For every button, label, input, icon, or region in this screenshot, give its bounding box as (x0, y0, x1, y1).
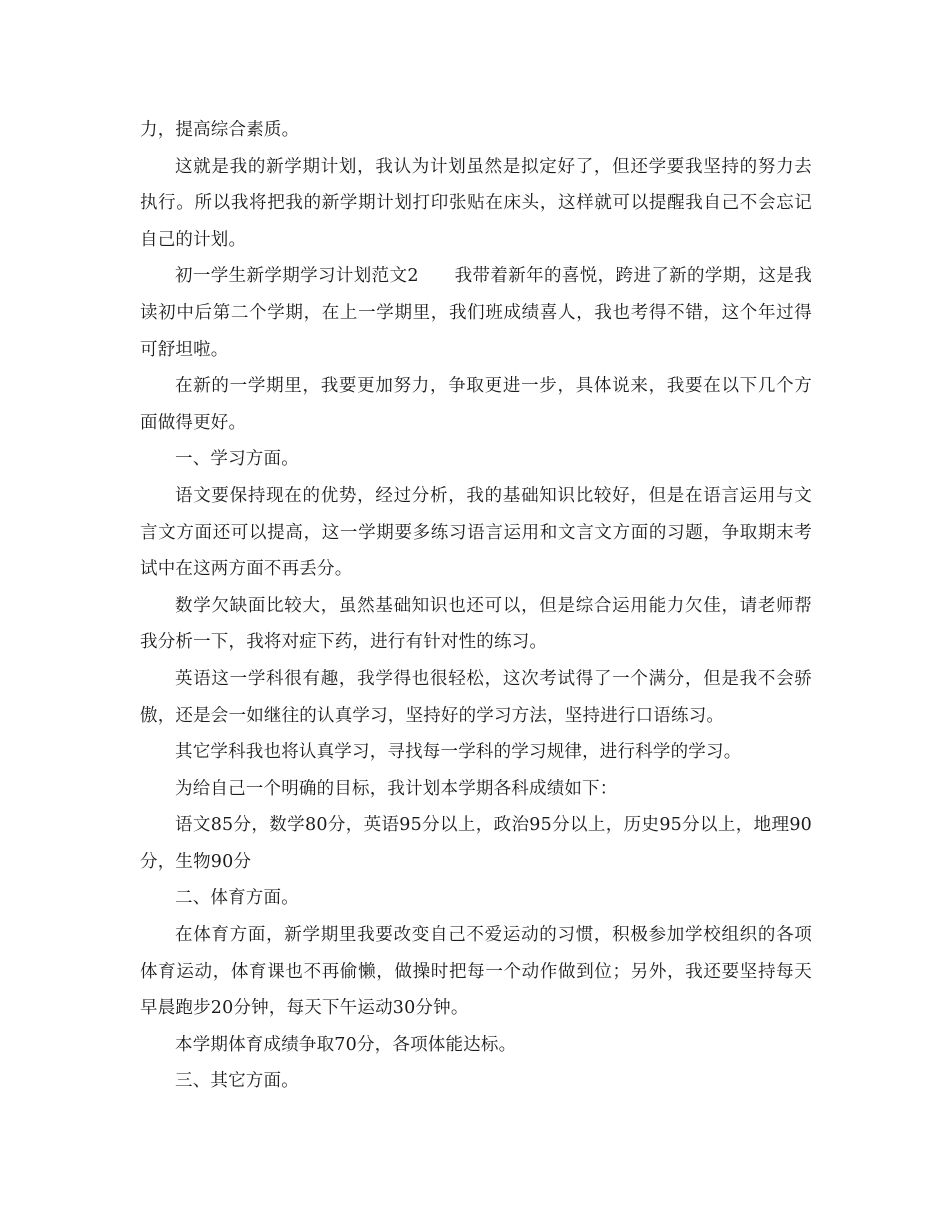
section-heading: 三、其它方面。 (175, 1071, 299, 1092)
paragraph-continued: 力，提高综合素质。 (140, 120, 300, 140)
section-heading: 二、体育方面。 (175, 888, 299, 909)
score-targets: 语文85分，数学80分，英语95分以上，政治95分以上，历史95分以上，地理90分，生物90分 (140, 815, 812, 872)
paragraph: 为给自己一个明确的目标，我计划本学期各科成绩如下： (175, 778, 618, 799)
paragraph: 在体育方面，新学期里我要改变自己不爱运动的习惯，积极参加学校组织的各项体育运动，体育课也不再偷懒，做操时把每一个动作做到位；另外，我还要坚持每天早晨跑步20分钟，每天下午运动30分钟。 (140, 925, 812, 1019)
paragraph: 本学期体育成绩争取70分，各项体能达标。 (175, 1034, 517, 1055)
paragraph: 在新的一学期里，我要更加努力，争取更进一步，具体说来，我要在以下几个方面做得更好。 (140, 376, 812, 433)
document-body (140, 112, 812, 1100)
paragraph: 这就是我的新学期计划，我认为计划虽然是拟定好了，但还学要我坚持的努力去执行。所以我将把我的新学期计划打印张贴在床头，这样就可以提醒我自己不会忘记自己的计划。 (140, 156, 812, 250)
paragraph: 其它学科我也将认真学习，寻找每一学科的学习规律，进行科学的学习。 (175, 742, 742, 763)
paragraph: 初一学生新学期学习计划范文2 我带着新年的喜悦，跨进了新的学期，这是我读初中后第二个学期，在上一学期里，我们班成绩喜人，我也考得不错，这个年过得可舒坦啦。 (140, 266, 812, 360)
paragraph: 英语这一学科很有趣，我学得也很轻松，这次考试得了一个满分，但是我不会骄傲，还是会一如继往的认真学习，坚持好的学习方法，坚持进行口语练习。 (140, 668, 812, 726)
paragraph: 语文要保持现在的优势，经过分析，我的基础知识比较好，但是在语言运用与文言文方面还可以提高，这一学期要多练习语言运用和文言文方面的习题，争取期末考试中在这两方面不再丢分。 (140, 485, 812, 580)
paragraph: 数学欠缺面比较大，虽然基础知识也还可以，但是综合运用能力欠佳，请老师帮我分析一下，我将对症下药，进行有针对性的练习。 (140, 595, 812, 653)
section-heading: 一、学习方面。 (175, 449, 299, 470)
